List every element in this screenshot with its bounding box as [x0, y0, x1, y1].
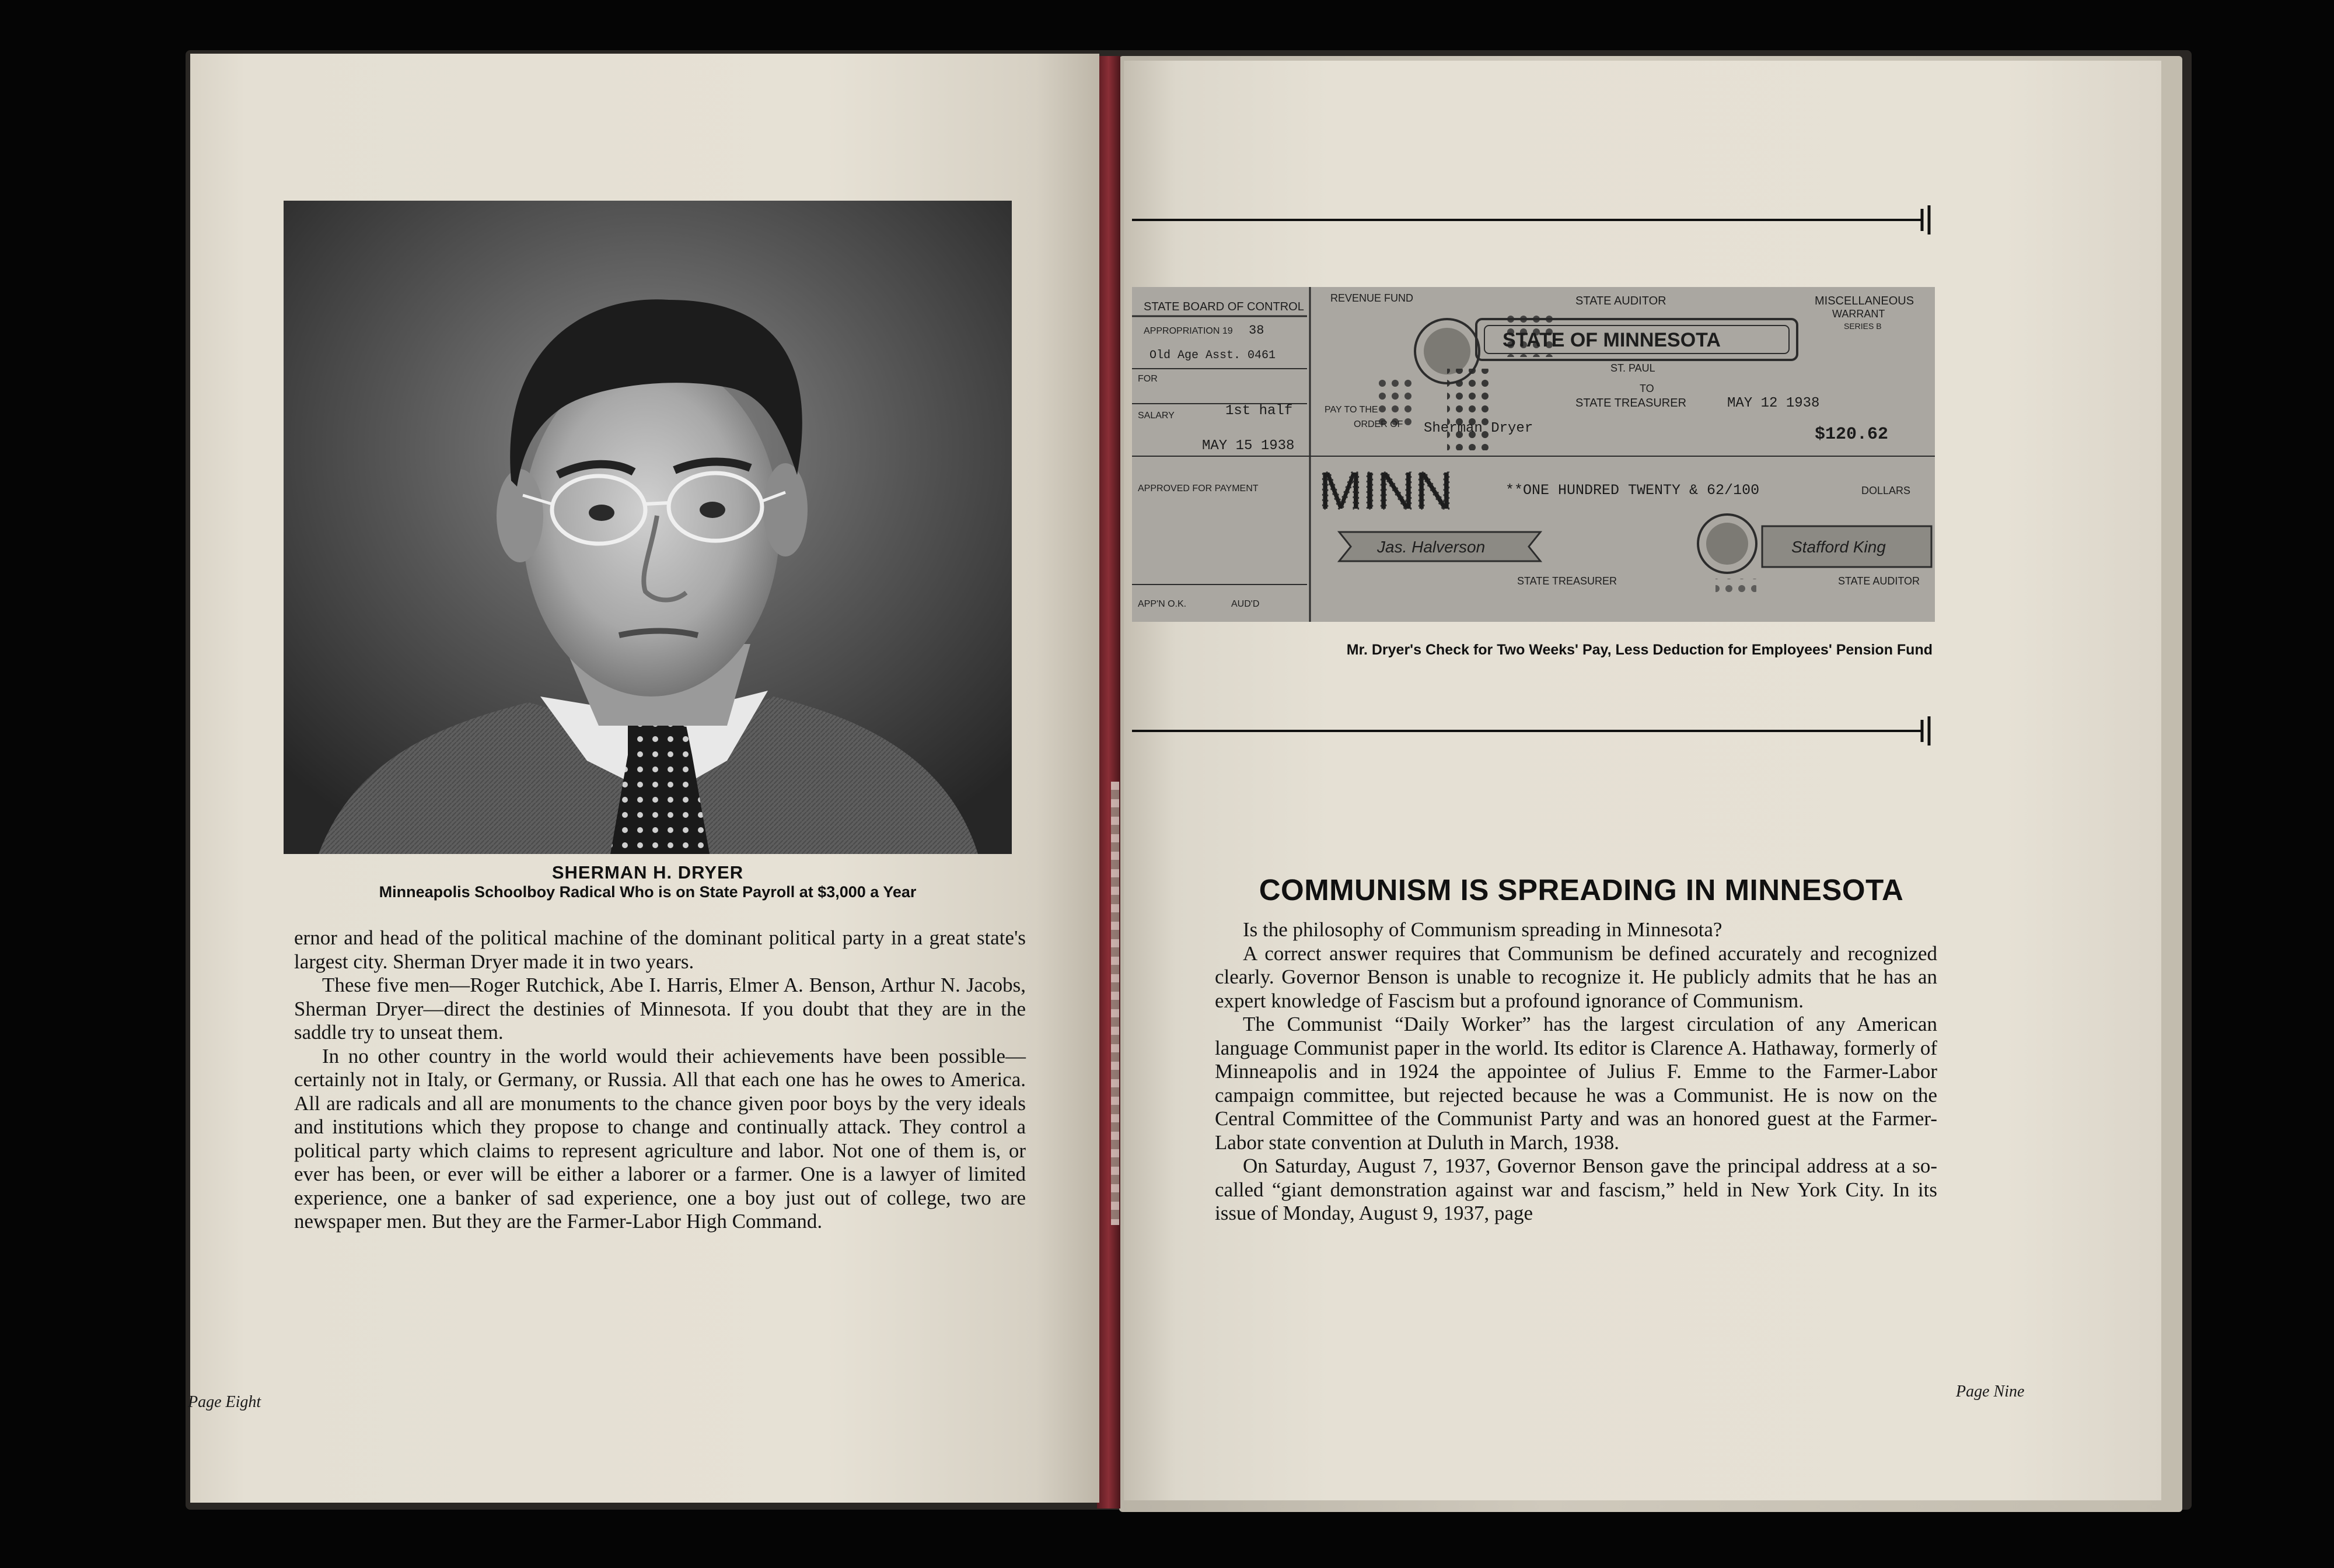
right-paragraph-4: On Saturday, August 7, 1937, Governor Benson gave the principal address at a so-called “giant demonstration against war and fascism,” held in New York City. In its issue of Monday, August 9, 1937, page	[1215, 1154, 1937, 1224]
check-salary-label: SALARY	[1138, 411, 1175, 421]
check-appropriation-label: APPROPRIATION 19	[1144, 326, 1233, 336]
check-auditor-bottom: STATE AUDITOR	[1838, 575, 1920, 587]
check-amount-words: **ONE HUNDRED TWENTY & 62/100	[1505, 482, 1760, 499]
check-treasurer-bottom: STATE TREASURER	[1517, 575, 1617, 587]
check-to-label: TO	[1640, 383, 1654, 394]
check-fund-line: Old Age Asst. 0461	[1149, 349, 1276, 362]
check-date: MAY 12 1938	[1727, 396, 1820, 411]
binding-stitch	[1111, 782, 1119, 1225]
check-auditor-signature: Stafford King	[1791, 538, 1886, 556]
check-warrant-label: WARRANT	[1832, 308, 1885, 320]
page-number-left: Page Eight	[188, 1393, 261, 1411]
check-salary-value: 1st half	[1225, 403, 1293, 419]
check-fund: REVENUE FUND	[1330, 292, 1414, 304]
left-paragraph-2: These five men—Roger Rutchick, Abe I. Harris, Elmer A. Benson, Arthur N. Jacobs, Sherman Dryer—direct the destinies of Minnesota. If you doubt that they are in the saddle try to unseat them.	[294, 974, 1026, 1044]
portrait-photo	[284, 201, 1012, 854]
check-issuer: STATE BOARD OF CONTROL	[1144, 300, 1304, 313]
state-warrant-check	[1132, 287, 1935, 622]
check-approved-label: APPROVED FOR PAYMENT	[1138, 484, 1259, 494]
photo-caption-subtitle: Minneapolis Schoolboy Radical Who is on State Payroll at $3,000 a Year	[379, 883, 917, 901]
check-state-treasurer-label: STATE TREASURER	[1575, 397, 1687, 410]
right-page-body	[1215, 918, 1937, 1226]
decorative-rule-bottom	[1132, 716, 1933, 746]
check-appropriation-value: 38	[1249, 323, 1264, 338]
check-state-name: STATE OF MINNESOTA	[1503, 329, 1721, 351]
left-paragraph-3: In no other country in the world would their achievements have been possible—certainly not in Italy, or Germany, or Russia. All that each one has he owes to America. All are radicals and all are monuments to the chance given poor boys by the very ideals and institutions which they propose to change and continually attack. They control a political party which claims to represent agriculture and labor. Not one of them is, or ever has been, or ever will be either a laborer or a farmer. One is a lawyer of limited experience, one a banker of sad experience, one a boy just out of college, two are newspaper men. But they are the Farmer-Labor High Command.	[294, 1044, 1026, 1233]
page-number-right: Page Nine	[1956, 1382, 2025, 1401]
left-page-body	[294, 926, 1026, 1234]
check-dollars-label: DOLLARS	[1861, 485, 1911, 496]
check-order-of-label: ORDER OF	[1354, 419, 1403, 429]
check-appn-label: APP'N O.K.	[1138, 599, 1187, 609]
photo-caption-name: SHERMAN H. DRYER	[551, 862, 744, 883]
check-series-label: SERIES B	[1844, 321, 1882, 331]
section-headline: COMMUNISM IS SPREADING IN MINNESOTA	[1259, 873, 1904, 907]
check-caption: Mr. Dryer's Check for Two Weeks' Pay, Less Deduction for Employees' Pension Fund	[1346, 642, 1933, 658]
check-countersign: Jas. Halverson	[1377, 538, 1486, 556]
check-perforation: MINN	[1319, 462, 1453, 520]
decorative-rule-top	[1132, 205, 1933, 235]
check-st-paul: ST. PAUL	[1610, 362, 1655, 374]
check-amount: $120.62	[1815, 425, 1889, 444]
right-paragraph-2: A correct answer requires that Communism be defined accurately and recognized clearly. Governor Benson is unable to recognize it. He publicly admits that he has an expert knowledge of Fascism but a profound ignorance of Communism.	[1215, 942, 1937, 1012]
right-paragraph-3: The Communist “Daily Worker” has the largest circulation of any American language Communist paper in the world. Its editor is Clarence A. Hathaway, formerly of Minneapolis and in 1924 the appointee of Julius F. Emme to the Farmer-Labor campaign committee, but rejected because he was a Communist. He is now on the Central Committee of the Communist Party and was an honored guest at the Farmer-Labor state convention at Duluth in March, 1938.	[1215, 1013, 1937, 1154]
check-pay-to-label: PAY TO THE	[1325, 405, 1378, 415]
check-for-label: FOR	[1138, 374, 1158, 384]
right-paragraph-1: Is the philosophy of Communism spreading in Minnesota?	[1243, 918, 1722, 941]
check-aud-label: AUD'D	[1231, 599, 1260, 609]
check-auditor-label: STATE AUDITOR	[1575, 295, 1666, 307]
check-misc-label: MISCELLANEOUS	[1815, 295, 1914, 307]
check-period: MAY 15 1938	[1202, 438, 1295, 454]
check-payee: Sherman Dryer	[1424, 421, 1533, 436]
left-paragraph-1: ernor and head of the political machine of the dominant political party in a great state's largest city. Sherman Dryer made it in two years.	[294, 926, 1026, 973]
right-page	[1124, 61, 2161, 1500]
